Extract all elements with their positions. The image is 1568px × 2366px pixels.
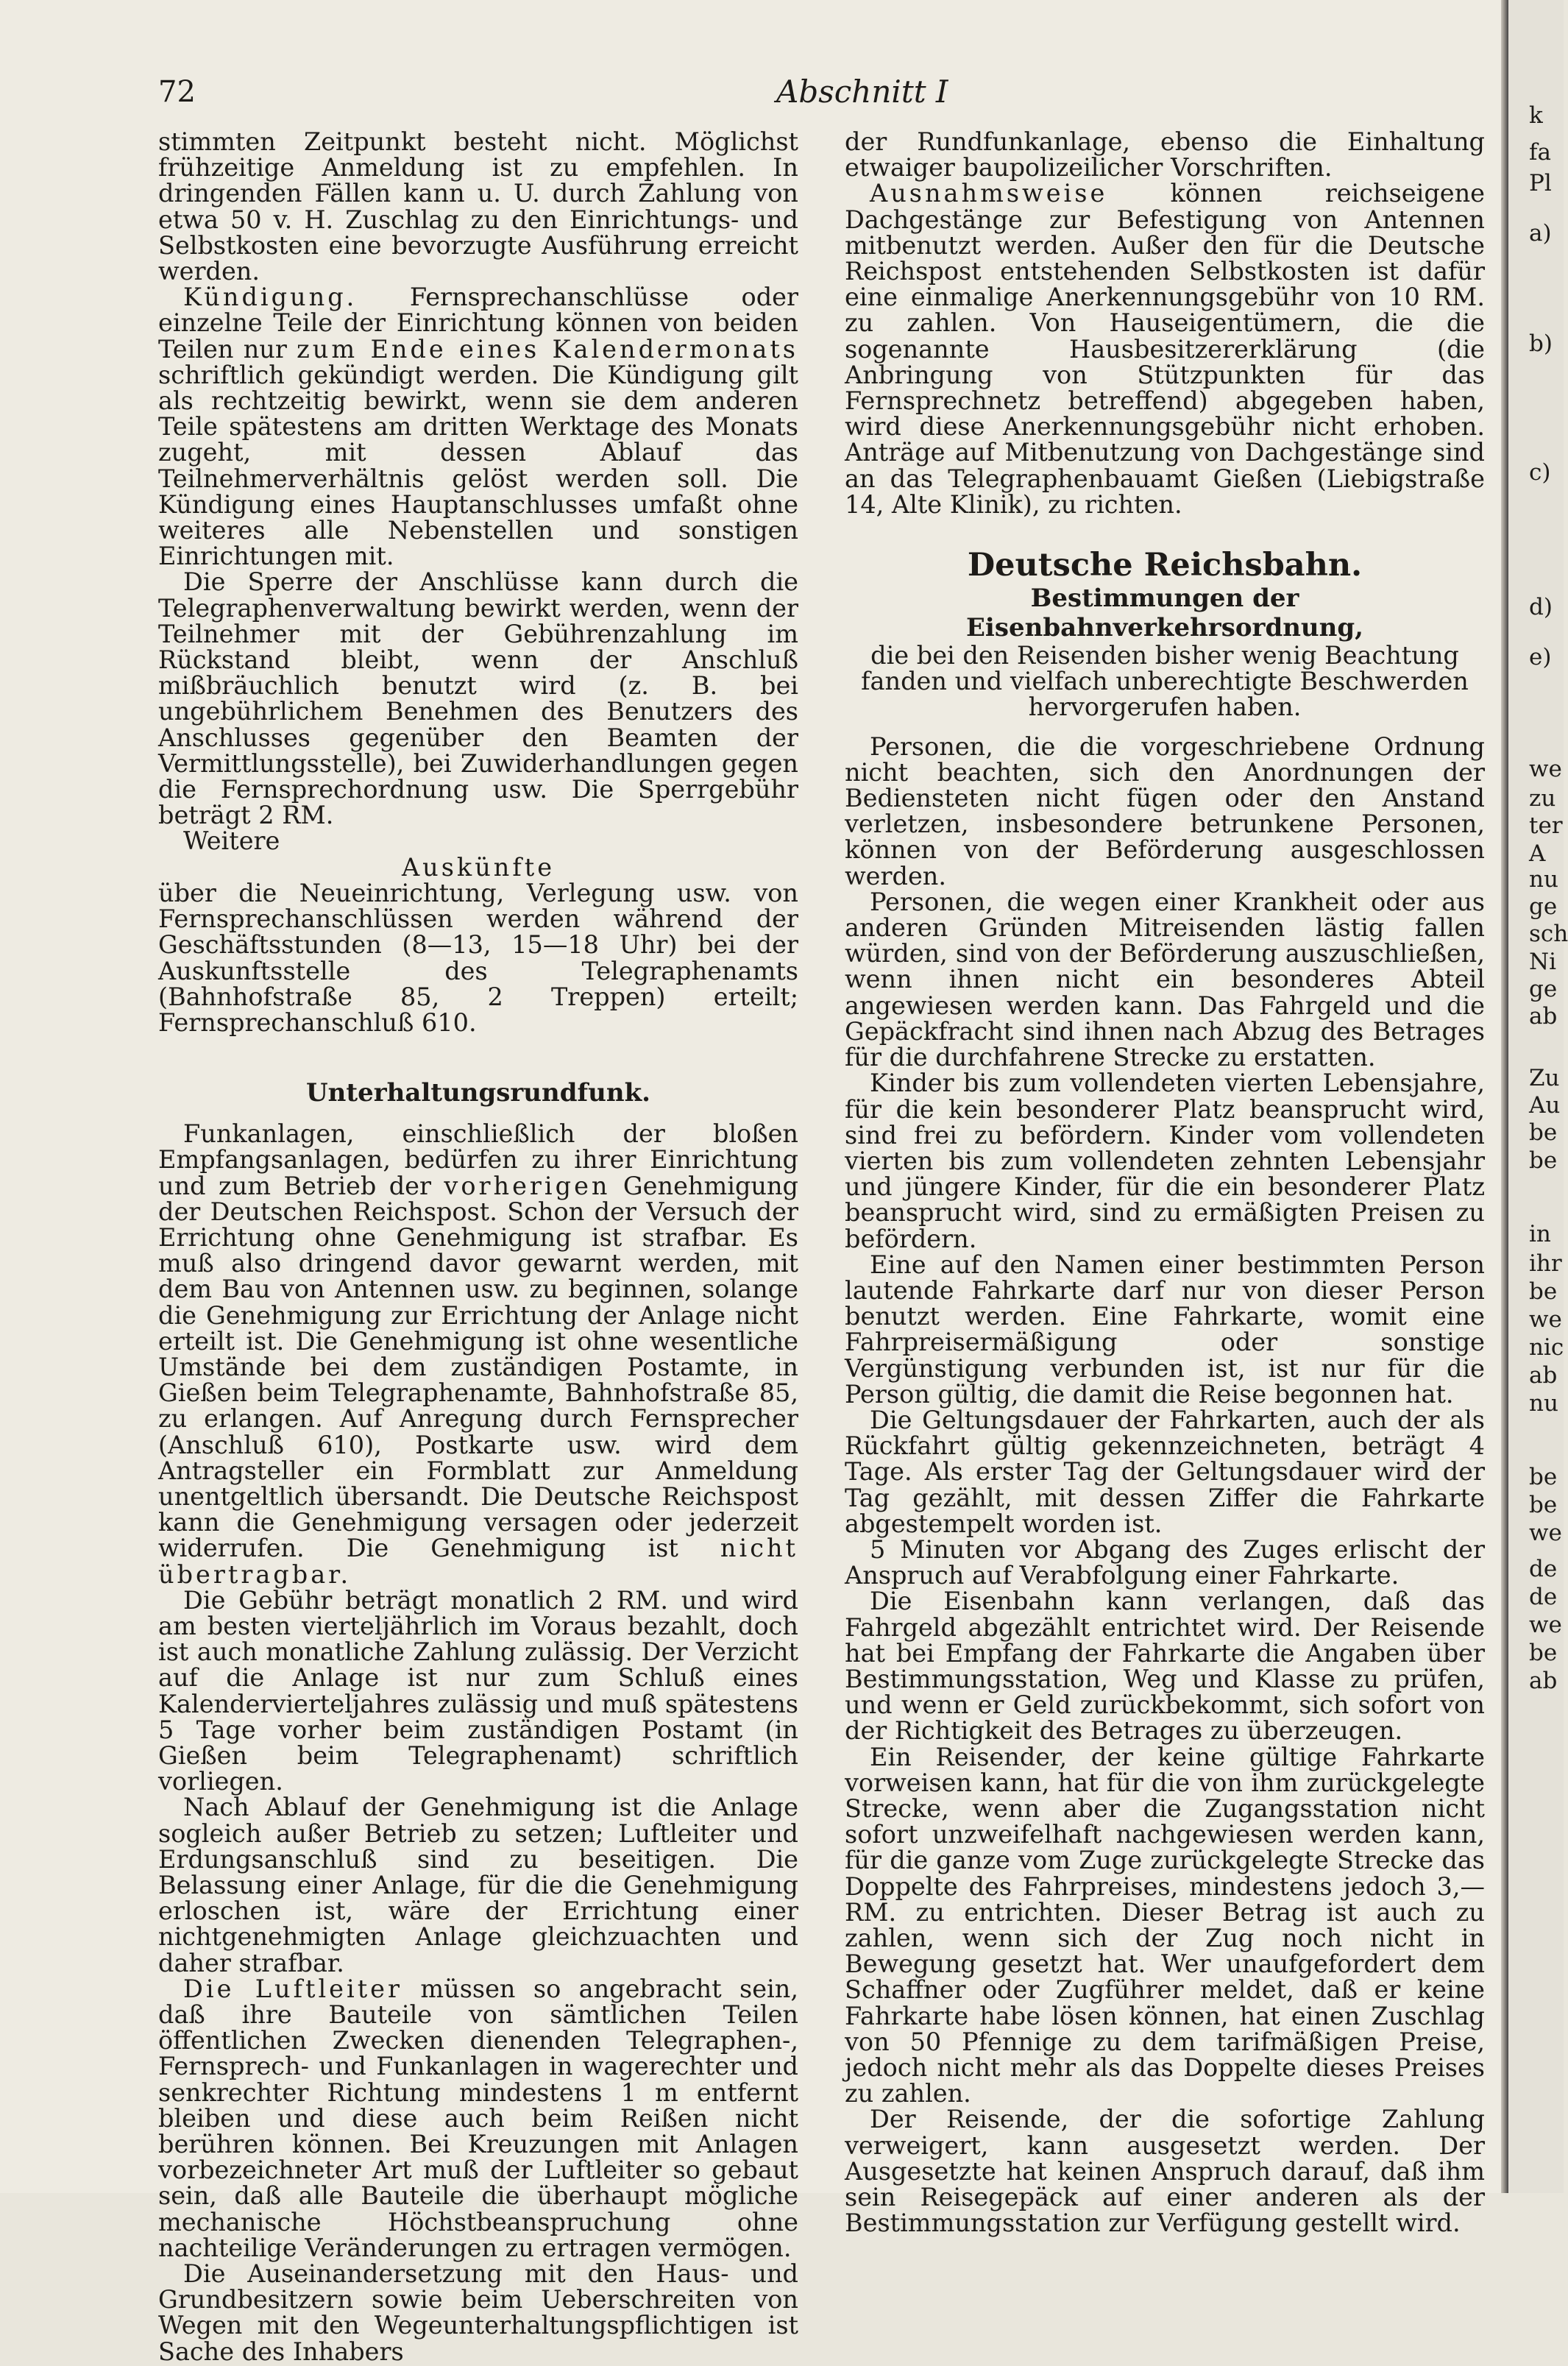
adjacent-fragment: be xyxy=(1529,1464,1558,1490)
adjacent-fragment: k xyxy=(1529,102,1543,129)
section-title: Deutsche Reichsbahn. xyxy=(967,547,1363,584)
inline-heading: Kündigung. xyxy=(183,283,358,312)
adjacent-fragment: ab xyxy=(1529,1362,1558,1389)
adjacent-fragment: be xyxy=(1529,1278,1558,1305)
adjacent-fragment: ab xyxy=(1529,1003,1558,1030)
adjacent-fragment: fa xyxy=(1529,139,1551,166)
adjacent-fragment: c) xyxy=(1529,459,1551,486)
adjacent-fragment: d) xyxy=(1529,594,1553,620)
paragraph: Die Gebühr beträgt monatlich 2 RM. und wird am besten vierteljährlich im Voraus bezahlt, doch ist auch monatliche Zahlung zulässig. Der Verzicht auf die Anlage ist nur zum Schluß eines Kalendervierteljahres zulässig und muß spätestens 5 Tage vorher beim zuständigen Postamt (in Gießen beim Telegraphenamt) schriftlich vorliegen. xyxy=(158,1585,798,1796)
adjacent-fragment: we xyxy=(1529,1520,1562,1546)
paragraph: Eine auf den Namen einer bestimmten Person lautende Fahrkarte darf nur von dieser Person benutzt werden. Eine Fahrkarte, womit eine Fahrpreisermäßigung oder sonstige Vergünstigung verbunden ist, ist nur für die Person gültig, die damit die Reise begonnen hat. xyxy=(845,1250,1485,1409)
adjacent-fragment: Ni xyxy=(1529,949,1557,975)
adjacent-fragment: ter xyxy=(1529,812,1563,839)
book-gutter xyxy=(1501,0,1508,2193)
paragraph: 5 Minuten vor Abgang des Zuges erlischt der Anspruch auf Verabfolgung einer Fahrkarte. xyxy=(845,1534,1485,1590)
page-header xyxy=(158,68,1494,112)
adjacent-fragment: ge xyxy=(1529,893,1558,920)
running-head: Abschnitt I xyxy=(776,74,948,110)
adjacent-fragment: nu xyxy=(1529,1390,1558,1417)
paragraph: Die Eisenbahn kann verlangen, daß das Fahrgeld abgezählt entrichtet wird. Der Reisende hat bei Empfang der Fahrkarte die Angaben über Bestimmungsstation, Weg und Klasse zu prüfen, und wenn er Geld zurückbekommt, sich sofort von der Richtigkeit des Betrages zu überzeugen. xyxy=(845,1587,1485,1746)
paragraph: Ausnahmsweise können reichseigene Dachgestänge zur Befestigung von Antennen mitbenutzt werden. Außer den für die Deutsche Reichspost entstehenden Selbstkosten ist dafür eine einmalige Anerkennungsgebühr von 10 RM. zu zahlen. Von Hauseigentümern, die die sogenannte Hausbesitzererklärung (die Anbringung von Stützpunkten für das Fernsprechnetz betreffend) abgegeben haben, wird diese Anerkennungsgebühr nicht erhoben. Anträge auf Mitbenutzung von Dachgestänge sind an das Telegraphenbauamt Gießen (Liebigstraße 14, Alte Klinik), zu richten. xyxy=(845,179,1485,519)
adjacent-fragment: ihr xyxy=(1529,1250,1562,1277)
left-column xyxy=(158,127,798,2366)
adjacent-fragment: nic xyxy=(1529,1334,1564,1361)
paragraph: Funkanlagen, einschließlich der bloßen Empfangsanlagen, bedürfen zu ihrer Einrichtung und zum Betrieb der vorherigen Genehmigung der Deutschen Reichspost. Schon der Versuch der Errichtung ohne Genehmigung ist strafbar. Es muß also dringend davor gewarnt werden, mit dem Bau von Antennen usw. zu beginnen, solange die Genehmigung zur Errichtung der Anlage nicht erteilt ist. Die Genehmigung ist ohne wesentliche Umstände bei dem zuständigen Postamte, in Gießen beim Telegraphenamte, Bahnhofstraße 85, zu erlangen. Auf Anregung durch Fernsprecher (Anschluß 610), Postkarte usw. wird dem Antragsteller ein Formblatt zur Anmeldung unentgeltlich übersandt. Die Deutsche Reichspost kann die Genehmigung versagen oder jederzeit widerrufen. Die Genehmigung ist nicht übertragbar. xyxy=(158,1119,798,1589)
adjacent-fragment: Pl xyxy=(1529,170,1552,196)
section-subtitle-continuation: die bei den Reisenden bisher wenig Beachtung fanden und vielfach unberechtigte Beschwerden hervorgerufen haben. xyxy=(861,641,1469,722)
page-number: 72 xyxy=(158,75,196,109)
paragraph: Die Luftleiter müssen so angebracht sein, daß ihre Bauteile von sämtlichen Teilen öffentlichen Zwecken dienenden Telegraphen-, Fernsprech- und Funkanlagen in wagerechter und senkrechter Richtung mindestens 1 m entfernt bleiben und diese auch beim Reißen nicht berühren können. Bei Kreuzungen mit Anlagen vorbezeichneter Art muß der Luftleiter so gebaut sein, daß alle Bauteile die überhaupt mögliche mechanische Höchstbeanspruchung ohne nachteilige Veränderungen zu ertragen vermögen. xyxy=(158,1974,798,2262)
paragraph: Nach Ablauf der Genehmigung ist die Anlage sogleich außer Betrieb zu setzen; Luftleiter und Erdungsanschluß sind zu beseitigen. Die Belassung einer Anlage, für die die Genehmigung erloschen ist, wäre der Errichtung einer nichtgenehmigten Anlage gleichzuachten und daher strafbar. xyxy=(158,1793,798,1977)
paragraph: Personen, die wegen einer Krankheit oder aus anderen Gründen Mitreisenden lästig fallen würden, sind von der Beförderung auszuschließen, wenn ihnen nicht ein besonderes Abteil angewiesen werden kann. Das Fahrgeld und die Gepäckfracht sind ihnen nach Abzug des Betrages für die durchfahrene Strecke zu erstatten. xyxy=(845,887,1485,1072)
paragraph: stimmten Zeitpunkt besteht nicht. Möglichst frühzeitige Anmeldung ist zu empfehlen. In dringenden Fällen kann u. U. durch Zahlung von etwa 50 v. H. Zuschlag zu den Einrichtungs- und Selbstkosten eine bevorzugte Ausführung erreicht werden. xyxy=(158,127,798,286)
adjacent-fragment: de xyxy=(1529,1584,1558,1610)
subheading-auskuenfte: Auskünfte xyxy=(401,852,556,882)
adjacent-fragment: be xyxy=(1529,1492,1558,1518)
adjacent-fragment: zu xyxy=(1529,785,1556,812)
adjacent-fragment: sch xyxy=(1529,921,1568,947)
section-heading: Unterhaltungsrundfunk. xyxy=(306,1078,650,1108)
adjacent-fragment: be xyxy=(1529,1147,1558,1174)
paragraph: über die Neueinrichtung, Verlegung usw. von Fernsprechanschlüssen werden während der Geschäftsstunden (8—13, 15—18 Uhr) bei der Auskunftsstelle des Telegraphenamts (Bahnhofstraße 85, 2 Treppen) erteilt; Fernsprechanschluß 610. xyxy=(158,878,798,1037)
paragraph: Personen, die die vorgeschriebene Ordnung nicht beachten, sich den Anordnungen der Bediensteten nicht fügen oder den Anstand verletzen, insbesondere betrunkene Personen, können von der Beförderung ausgeschlossen werden. xyxy=(845,732,1485,890)
adjacent-fragment: de xyxy=(1529,1556,1558,1582)
adjacent-fragment: we xyxy=(1529,1306,1562,1333)
paragraph: Ein Reisender, der keine gültige Fahrkarte vorweisen kann, hat für die von ihm zurückgelegte Strecke, wenn aber die Zugangsstation nicht sofort unzweifelhaft nachgewiesen werden kann, für die ganze vom Zuge zurückgelegte Strecke das Doppelte des Fahrpreises, mindestens jedoch 3,— RM. zu entrichten. Dieser Betrag ist auch zu zahlen, wenn sich der Zug noch nicht in Bewegung gesetzt hat. Wer unaufgefordert dem Schaffner oder Zugführer meldet, daß er keine Fahrkarte habe lösen können, hat einen Zuschlag von 50 Pfennige zu dem tarifmäßigen Preise, jedoch nicht mehr als das Doppelte dieses Preises zu zahlen. xyxy=(845,1742,1485,2108)
right-column xyxy=(845,127,1485,2238)
adjacent-fragment: Zu xyxy=(1529,1065,1560,1091)
adjacent-fragment: a) xyxy=(1529,220,1552,247)
adjacent-fragment: be xyxy=(1529,1640,1558,1666)
paragraph: Der Reisende, der die sofortige Zahlung verweigert, kann ausgesetzt werden. Der Ausgesetzte hat keinen Anspruch darauf, daß ihm sein Reisegepäck auf einer anderen als der Bestimmungsstation zur Verfügung gestellt wird. xyxy=(845,2105,1485,2238)
paragraph: Die Geltungsdauer der Fahrkarten, auch der als Rückfahrt gültig gekennzeichneten, beträgt 4 Tage. Als erster Tag der Geltungsdauer wird der Tag gezählt, mit dessen Ziffer die Fahrkarte abgestempelt worden ist. xyxy=(845,1405,1485,1538)
adjacent-fragment: nu xyxy=(1529,866,1558,893)
paragraph: Die Auseinandersetzung mit den Haus- und Grundbesitzern sowie beim Ueberschreiten von Wegen mit den Wegeunterhaltungspflichtigen ist Sache des Inhabers xyxy=(158,2259,798,2366)
section-subtitle: Bestimmungen der Eisenbahnverkehrsordnung, xyxy=(966,584,1363,643)
paragraph: der Rundfunkanlage, ebenso die Einhaltung etwaiger baupolizeilicher Vorschriften. xyxy=(845,127,1485,183)
paragraph: Die Sperre der Anschlüsse kann durch die Telegraphenverwaltung bewirkt werden, wenn der Teilnehmer mit der Gebührenzahlung im Rückstand bleibt, wenn der Anschluß mißbräuchlich benutzt wird (z. B. bei ungebührlichem Benehmen des Benutzers des Anschlusses gegenüber den Beamten der Vermittlungsstelle), bei Zuwiderhandlungen gegen die Fernsprechordnung usw. Die Sperrgebühr beträgt 2 RM. xyxy=(158,567,798,830)
adjacent-fragment: we xyxy=(1529,756,1562,782)
adjacent-fragment: ge xyxy=(1529,976,1558,1002)
paragraph: Kündigung. Fernsprechanschlüsse oder einzelne Teile der Einrichtung können von beiden Teilen nur zum Ende eines Kalendermonats schriftlich gekündigt werden. Die Kündigung gilt als rechtzeitig bewirkt, wenn sie dem anderen Teile spätestens am dritten Werktage des Monats zugeht, mit dessen Ablauf das Teilnehmerverhältnis gelöst werden soll. Die Kündigung eines Hauptanschlusses umfaßt ohne weiteres alle Nebenstellen und sonstigen Einrichtungen mit. xyxy=(158,283,798,571)
adjacent-fragment: in xyxy=(1529,1221,1551,1247)
adjacent-page-edge xyxy=(1508,0,1568,2193)
paragraph: Weitere xyxy=(183,826,280,856)
adjacent-fragment: e) xyxy=(1529,644,1552,670)
adjacent-fragment: ab xyxy=(1529,1668,1558,1694)
adjacent-fragment: be xyxy=(1529,1119,1558,1146)
adjacent-fragment: Au xyxy=(1529,1092,1561,1119)
paragraph: Kinder bis zum vollendeten vierten Lebensjahre, für die kein besonderer Platz beansprucht wird, sind frei zu befördern. Kinder vom vollendeten vierten bis zum vollendeten zehnten Lebensjahr und jüngere Kinder, für die ein besonderer Platz beansprucht wird, sind zu ermäßigten Preisen zu befördern. xyxy=(845,1069,1485,1253)
adjacent-fragment: A xyxy=(1529,840,1546,867)
adjacent-fragment: b) xyxy=(1529,330,1553,357)
adjacent-fragment: we xyxy=(1529,1612,1562,1638)
